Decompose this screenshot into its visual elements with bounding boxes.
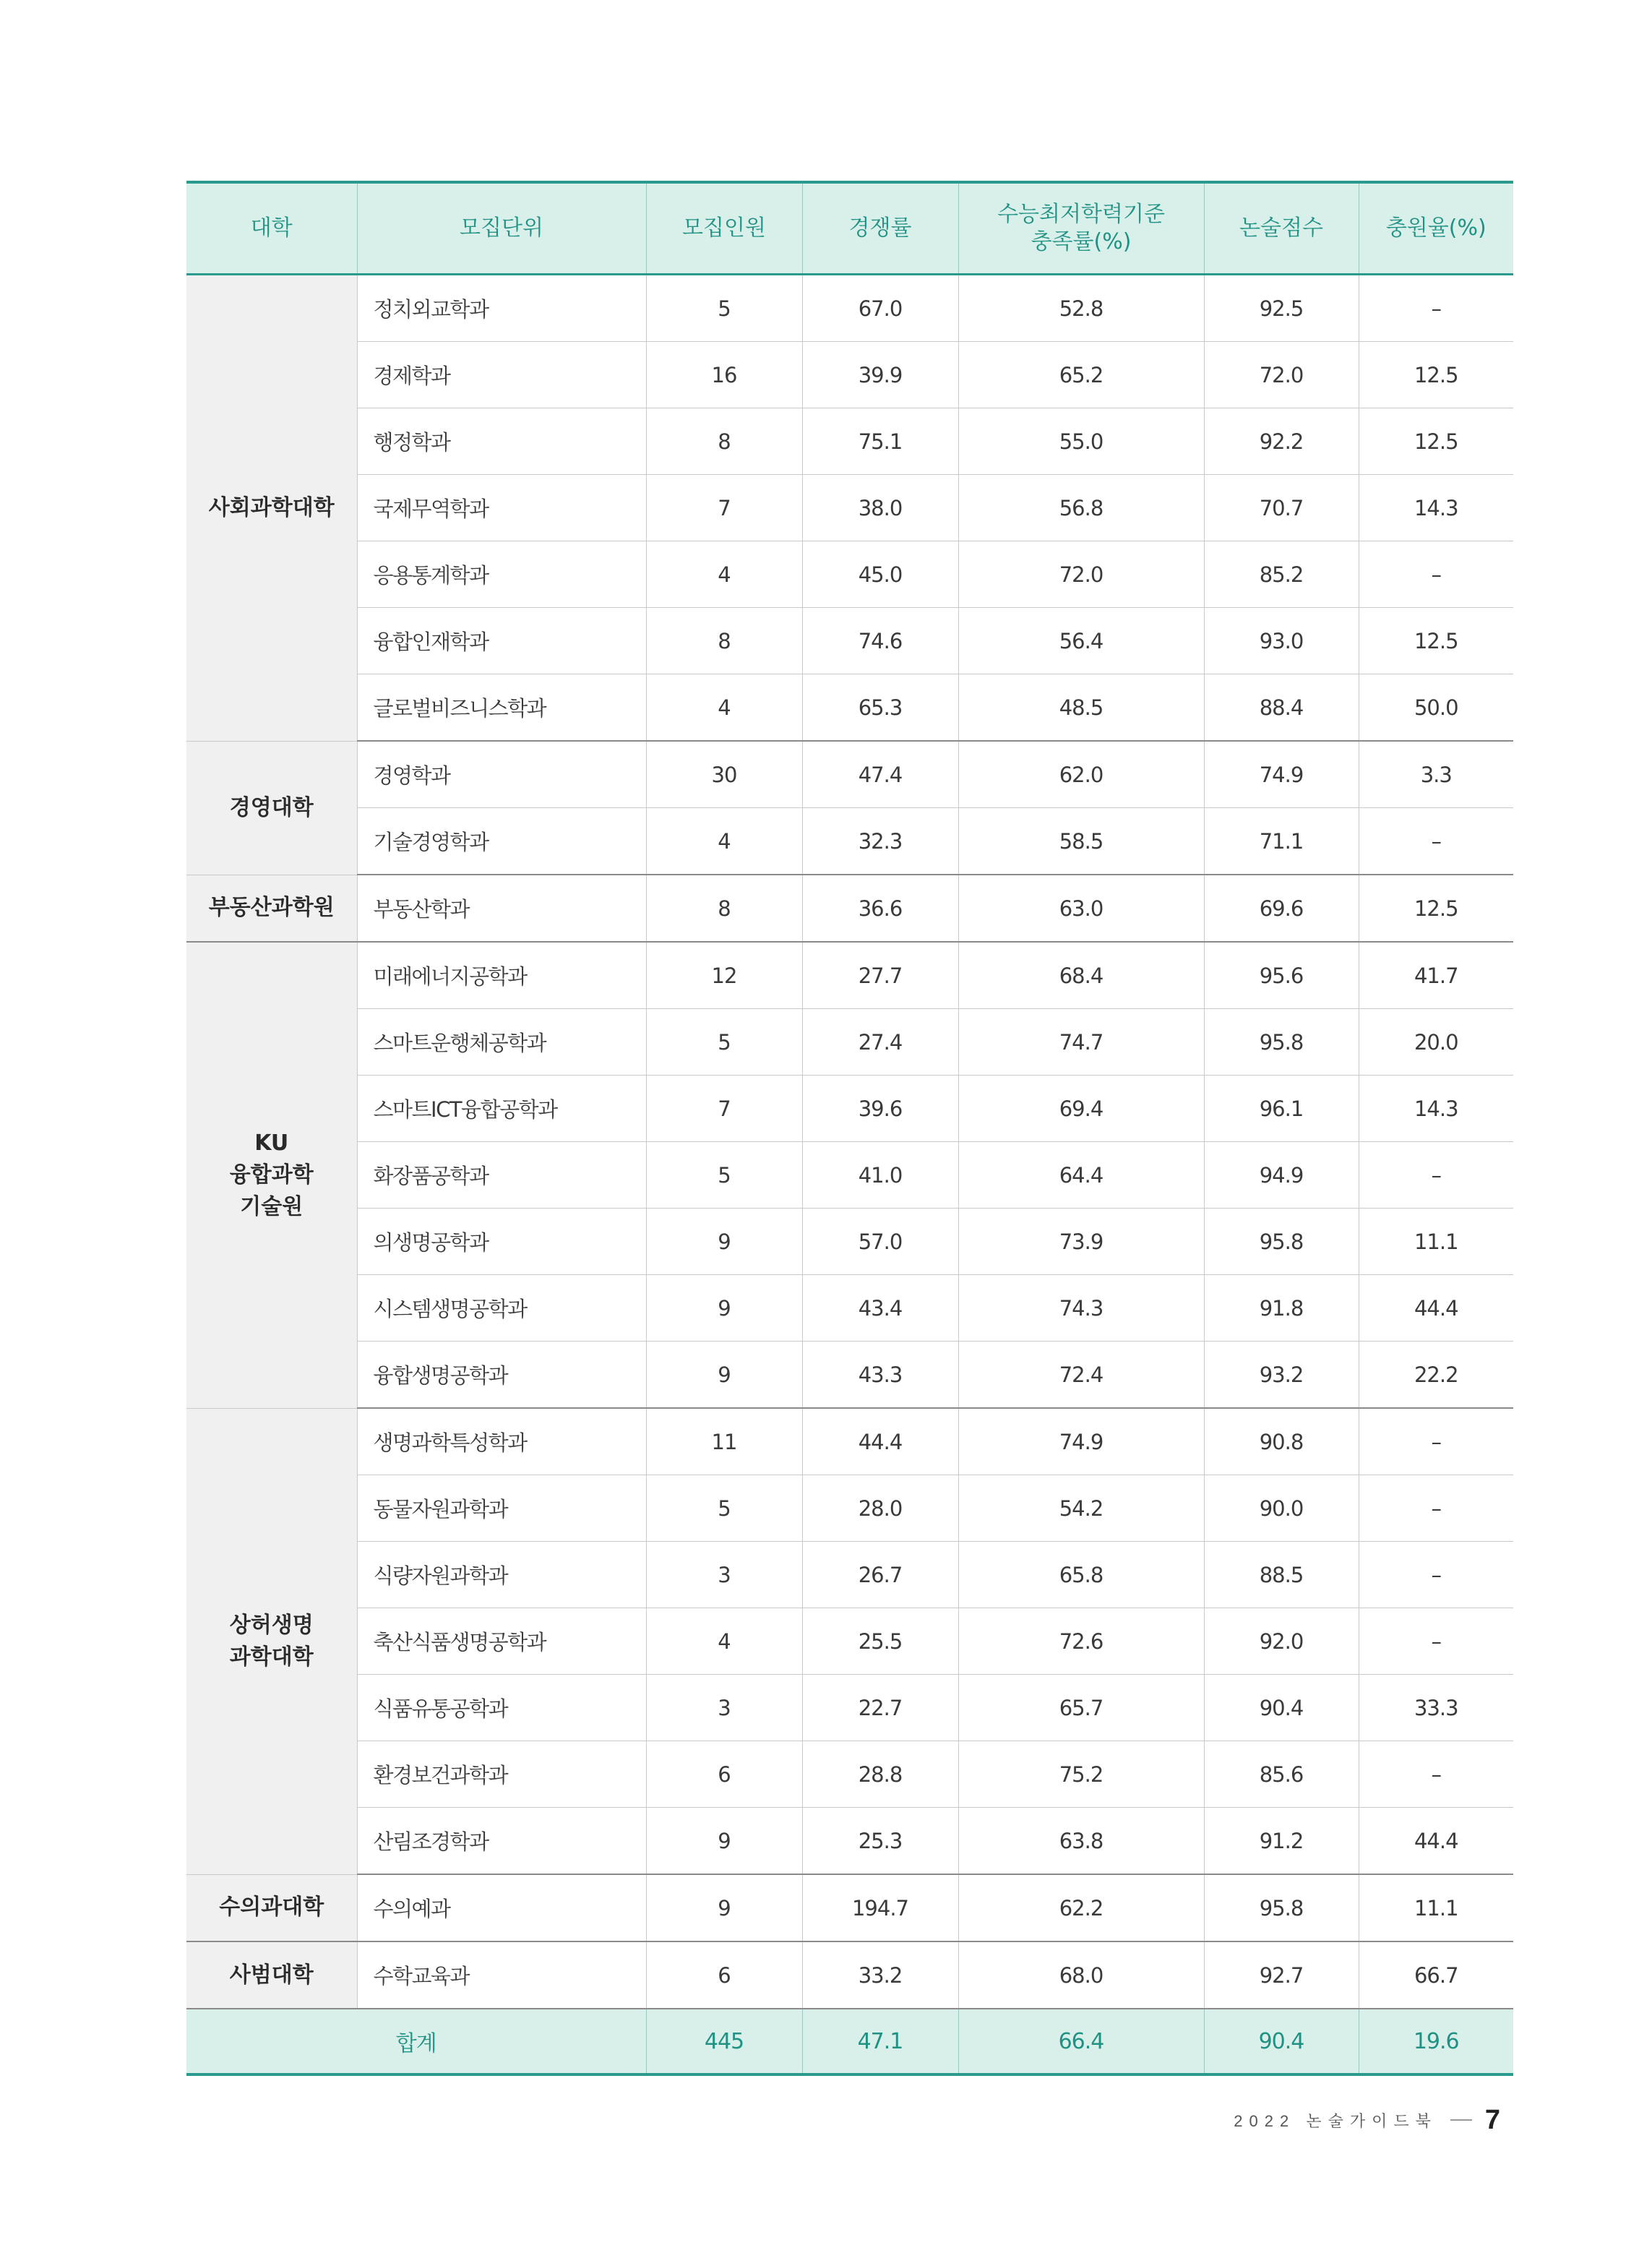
quota-cell: 12: [646, 942, 802, 1009]
extra-admission-rate-cell: 41.7: [1359, 942, 1513, 1009]
quota-cell: 5: [646, 1009, 802, 1076]
unit-cell: 융합생명공학과: [357, 1342, 646, 1409]
table-row: [186, 1675, 1513, 1741]
table-row: [186, 808, 1513, 875]
table-row: [186, 1142, 1513, 1209]
quota-cell: 9: [646, 1209, 802, 1275]
competition-rate-cell: 39.6: [802, 1076, 958, 1142]
extra-admission-rate-cell: 66.7: [1359, 1941, 1513, 2009]
quota-cell: 9: [646, 1342, 802, 1409]
csat-rate-cell: 68.4: [958, 942, 1204, 1009]
college-name-line: 부동산과학원: [208, 895, 335, 921]
quota-cell: 4: [646, 1608, 802, 1675]
table-row: [186, 1741, 1513, 1808]
quota-cell: 5: [646, 1475, 802, 1542]
competition-rate-cell: 43.4: [802, 1275, 958, 1342]
competition-rate-cell: 75.1: [802, 408, 958, 475]
total-essay-score: 90.4: [1204, 2009, 1359, 2074]
extra-admission-rate-cell: 44.4: [1359, 1275, 1513, 1342]
unit-cell: 산림조경학과: [357, 1808, 646, 1875]
competition-rate-cell: 57.0: [802, 1209, 958, 1275]
college-cell: [186, 741, 357, 875]
table-row: [186, 475, 1513, 541]
quota-cell: 9: [646, 1808, 802, 1875]
csat-rate-cell: 56.8: [958, 475, 1204, 541]
csat-rate-cell: 73.9: [958, 1209, 1204, 1275]
unit-cell: 생명과학특성학과: [357, 1408, 646, 1475]
college-name-line: 사범대학: [229, 1962, 314, 1988]
csat-rate-cell: 62.2: [958, 1874, 1204, 1941]
header-csat-line2: 충족률(%): [1031, 229, 1132, 254]
unit-cell: 글로벌비즈니스학과: [357, 674, 646, 742]
table-row: [186, 541, 1513, 608]
table-body: [186, 275, 1513, 2009]
quota-cell: 11: [646, 1408, 802, 1475]
unit-cell: 경영학과: [357, 741, 646, 808]
extra-admission-rate-cell: 12.5: [1359, 342, 1513, 408]
quota-cell: 3: [646, 1675, 802, 1741]
essay-score-cell: 91.2: [1204, 1808, 1359, 1875]
college-cell: [186, 1941, 357, 2009]
csat-rate-cell: 56.4: [958, 608, 1204, 674]
college-name-line: KU: [254, 1130, 289, 1156]
csat-rate-cell: 74.3: [958, 1275, 1204, 1342]
header-csat-line1: 수능최저학력기준: [997, 202, 1165, 227]
header-unit: 모집단위: [357, 182, 646, 275]
admission-results-table-wrapper: [186, 181, 1513, 2076]
college-name-line: 상허생명: [229, 1612, 314, 1638]
essay-score-cell: 92.7: [1204, 1941, 1359, 2009]
csat-rate-cell: 72.6: [958, 1608, 1204, 1675]
header-extra-admission-rate: 충원율(%): [1359, 182, 1513, 275]
table-row: [186, 1275, 1513, 1342]
essay-score-cell: 90.0: [1204, 1475, 1359, 1542]
essay-score-cell: 88.4: [1204, 674, 1359, 742]
quota-cell: 4: [646, 808, 802, 875]
csat-rate-cell: 48.5: [958, 674, 1204, 742]
extra-admission-rate-cell: –: [1359, 1142, 1513, 1209]
essay-score-cell: 93.0: [1204, 608, 1359, 674]
essay-score-cell: 92.5: [1204, 275, 1359, 342]
extra-admission-rate-cell: 3.3: [1359, 741, 1513, 808]
csat-rate-cell: 74.9: [958, 1408, 1204, 1475]
quota-cell: 16: [646, 342, 802, 408]
page-number: 7: [1484, 2104, 1500, 2135]
unit-cell: 환경보건과학과: [357, 1741, 646, 1808]
competition-rate-cell: 32.3: [802, 808, 958, 875]
csat-rate-cell: 74.7: [958, 1009, 1204, 1076]
competition-rate-cell: 36.6: [802, 875, 958, 942]
competition-rate-cell: 44.4: [802, 1408, 958, 1475]
csat-rate-cell: 65.7: [958, 1675, 1204, 1741]
competition-rate-cell: 39.9: [802, 342, 958, 408]
header-essay-score: 논술점수: [1204, 182, 1359, 275]
essay-score-cell: 91.8: [1204, 1275, 1359, 1342]
essay-score-cell: 70.7: [1204, 475, 1359, 541]
essay-score-cell: 92.2: [1204, 408, 1359, 475]
header-csat-rate: [958, 182, 1204, 275]
quota-cell: 5: [646, 275, 802, 342]
competition-rate-cell: 25.5: [802, 1608, 958, 1675]
unit-cell: 동물자원과학과: [357, 1475, 646, 1542]
table-row: [186, 608, 1513, 674]
competition-rate-cell: 74.6: [802, 608, 958, 674]
table-row: [186, 674, 1513, 742]
college-cell: [186, 275, 357, 742]
unit-cell: 융합인재학과: [357, 608, 646, 674]
competition-rate-cell: 47.4: [802, 741, 958, 808]
table-header-row: [186, 182, 1513, 275]
extra-admission-rate-cell: –: [1359, 541, 1513, 608]
extra-admission-rate-cell: 33.3: [1359, 1675, 1513, 1741]
essay-score-cell: 96.1: [1204, 1076, 1359, 1142]
total-csat-rate: 66.4: [958, 2009, 1204, 2074]
unit-cell: 축산식품생명공학과: [357, 1608, 646, 1675]
extra-admission-rate-cell: 12.5: [1359, 408, 1513, 475]
unit-cell: 미래에너지공학과: [357, 942, 646, 1009]
page-footer: [1234, 2102, 1500, 2138]
extra-admission-rate-cell: 14.3: [1359, 475, 1513, 541]
header-competition-rate: 경쟁률: [802, 182, 958, 275]
quota-cell: 7: [646, 475, 802, 541]
competition-rate-cell: 65.3: [802, 674, 958, 742]
quota-cell: 6: [646, 1941, 802, 2009]
essay-score-cell: 90.8: [1204, 1408, 1359, 1475]
csat-rate-cell: 72.4: [958, 1342, 1204, 1409]
essay-score-cell: 69.6: [1204, 875, 1359, 942]
college-name-line: 사회과학대학: [208, 494, 335, 520]
essay-score-cell: 94.9: [1204, 1142, 1359, 1209]
essay-score-cell: 85.2: [1204, 541, 1359, 608]
extra-admission-rate-cell: 14.3: [1359, 1076, 1513, 1142]
extra-admission-rate-cell: 12.5: [1359, 608, 1513, 674]
competition-rate-cell: 22.7: [802, 1675, 958, 1741]
extra-admission-rate-cell: 22.2: [1359, 1342, 1513, 1409]
college-name-line: 경영대학: [229, 794, 314, 820]
extra-admission-rate-cell: –: [1359, 1741, 1513, 1808]
essay-score-cell: 95.8: [1204, 1009, 1359, 1076]
unit-cell: 행정학과: [357, 408, 646, 475]
extra-admission-rate-cell: 50.0: [1359, 674, 1513, 742]
total-quota: 445: [646, 2009, 802, 2074]
extra-admission-rate-cell: –: [1359, 808, 1513, 875]
competition-rate-cell: 194.7: [802, 1874, 958, 1941]
extra-admission-rate-cell: –: [1359, 1408, 1513, 1475]
quota-cell: 3: [646, 1542, 802, 1608]
table-row: [186, 1808, 1513, 1875]
csat-rate-cell: 55.0: [958, 408, 1204, 475]
extra-admission-rate-cell: –: [1359, 275, 1513, 342]
unit-cell: 식량자원과학과: [357, 1542, 646, 1608]
essay-score-cell: 72.0: [1204, 342, 1359, 408]
essay-score-cell: 93.2: [1204, 1342, 1359, 1409]
essay-score-cell: 71.1: [1204, 808, 1359, 875]
quota-cell: 6: [646, 1741, 802, 1808]
competition-rate-cell: 28.8: [802, 1741, 958, 1808]
csat-rate-cell: 58.5: [958, 808, 1204, 875]
competition-rate-cell: 67.0: [802, 275, 958, 342]
competition-rate-cell: 28.0: [802, 1475, 958, 1542]
table-row: [186, 1209, 1513, 1275]
unit-cell: 국제무역학과: [357, 475, 646, 541]
college-cell: [186, 875, 357, 942]
competition-rate-cell: 45.0: [802, 541, 958, 608]
unit-cell: 응용통계학과: [357, 541, 646, 608]
quota-cell: 5: [646, 1142, 802, 1209]
csat-rate-cell: 65.2: [958, 342, 1204, 408]
csat-rate-cell: 64.4: [958, 1142, 1204, 1209]
table-row: [186, 1941, 1513, 2009]
competition-rate-cell: 33.2: [802, 1941, 958, 2009]
quota-cell: 7: [646, 1076, 802, 1142]
total-row: [186, 2009, 1513, 2074]
extra-admission-rate-cell: 12.5: [1359, 875, 1513, 942]
total-extra-admission-rate: 19.6: [1359, 2009, 1513, 2074]
table-row: [186, 1542, 1513, 1608]
table-row: [186, 1874, 1513, 1941]
quota-cell: 9: [646, 1275, 802, 1342]
unit-cell: 식품유통공학과: [357, 1675, 646, 1741]
quota-cell: 8: [646, 608, 802, 674]
csat-rate-cell: 63.0: [958, 875, 1204, 942]
quota-cell: 9: [646, 1874, 802, 1941]
college-name-line: 과학대학: [229, 1644, 314, 1670]
csat-rate-cell: 62.0: [958, 741, 1204, 808]
table-row: [186, 1076, 1513, 1142]
extra-admission-rate-cell: 20.0: [1359, 1009, 1513, 1076]
extra-admission-rate-cell: –: [1359, 1475, 1513, 1542]
college-cell: [186, 1874, 357, 1941]
unit-cell: 시스템생명공학과: [357, 1275, 646, 1342]
table-row: [186, 942, 1513, 1009]
competition-rate-cell: 27.4: [802, 1009, 958, 1076]
table-row: [186, 1608, 1513, 1675]
unit-cell: 의생명공학과: [357, 1209, 646, 1275]
total-label: 합계: [186, 2009, 646, 2074]
unit-cell: 스마트ICT융합공학과: [357, 1076, 646, 1142]
essay-score-cell: 95.6: [1204, 942, 1359, 1009]
csat-rate-cell: 63.8: [958, 1808, 1204, 1875]
essay-score-cell: 88.5: [1204, 1542, 1359, 1608]
quota-cell: 4: [646, 541, 802, 608]
extra-admission-rate-cell: 11.1: [1359, 1874, 1513, 1941]
extra-admission-rate-cell: 44.4: [1359, 1808, 1513, 1875]
essay-score-cell: 85.6: [1204, 1741, 1359, 1808]
competition-rate-cell: 41.0: [802, 1142, 958, 1209]
extra-admission-rate-cell: –: [1359, 1608, 1513, 1675]
competition-rate-cell: 27.7: [802, 942, 958, 1009]
college-cell: [186, 942, 357, 1408]
unit-cell: 화장품공학과: [357, 1142, 646, 1209]
unit-cell: 부동산학과: [357, 875, 646, 942]
essay-score-cell: 74.9: [1204, 741, 1359, 808]
table-row: [186, 275, 1513, 342]
csat-rate-cell: 75.2: [958, 1741, 1204, 1808]
unit-cell: 스마트운행체공학과: [357, 1009, 646, 1076]
college-name-line: 융합과학: [229, 1162, 314, 1188]
competition-rate-cell: 38.0: [802, 475, 958, 541]
csat-rate-cell: 68.0: [958, 1941, 1204, 2009]
competition-rate-cell: 26.7: [802, 1542, 958, 1608]
table-row: [186, 875, 1513, 942]
essay-score-cell: 95.8: [1204, 1874, 1359, 1941]
table-row: [186, 342, 1513, 408]
table-row: [186, 408, 1513, 475]
header-college: 대학: [186, 182, 357, 275]
quota-cell: 8: [646, 408, 802, 475]
total-competition-rate: 47.1: [802, 2009, 958, 2074]
essay-score-cell: 90.4: [1204, 1675, 1359, 1741]
college-cell: [186, 1408, 357, 1874]
csat-rate-cell: 65.8: [958, 1542, 1204, 1608]
extra-admission-rate-cell: –: [1359, 1542, 1513, 1608]
unit-cell: 경제학과: [357, 342, 646, 408]
table-row: [186, 1342, 1513, 1409]
competition-rate-cell: 43.3: [802, 1342, 958, 1409]
admission-results-table: [186, 181, 1513, 2076]
unit-cell: 수학교육과: [357, 1941, 646, 2009]
csat-rate-cell: 54.2: [958, 1475, 1204, 1542]
essay-score-cell: 92.0: [1204, 1608, 1359, 1675]
footer-title: 2022 논술가이드북: [1234, 2111, 1437, 2130]
college-name-line: 기술원: [240, 1193, 304, 1219]
quota-cell: 8: [646, 875, 802, 942]
footer-divider: [1450, 2119, 1472, 2121]
quota-cell: 30: [646, 741, 802, 808]
csat-rate-cell: 69.4: [958, 1076, 1204, 1142]
quota-cell: 4: [646, 674, 802, 742]
table-row: [186, 1408, 1513, 1475]
essay-score-cell: 95.8: [1204, 1209, 1359, 1275]
college-name-line: 수의과대학: [219, 1894, 324, 1921]
competition-rate-cell: 25.3: [802, 1808, 958, 1875]
csat-rate-cell: 72.0: [958, 541, 1204, 608]
extra-admission-rate-cell: 11.1: [1359, 1209, 1513, 1275]
csat-rate-cell: 52.8: [958, 275, 1204, 342]
unit-cell: 기술경영학과: [357, 808, 646, 875]
table-row: [186, 1475, 1513, 1542]
header-quota: 모집인원: [646, 182, 802, 275]
unit-cell: 수의예과: [357, 1874, 646, 1941]
unit-cell: 정치외교학과: [357, 275, 646, 342]
table-row: [186, 741, 1513, 808]
table-row: [186, 1009, 1513, 1076]
